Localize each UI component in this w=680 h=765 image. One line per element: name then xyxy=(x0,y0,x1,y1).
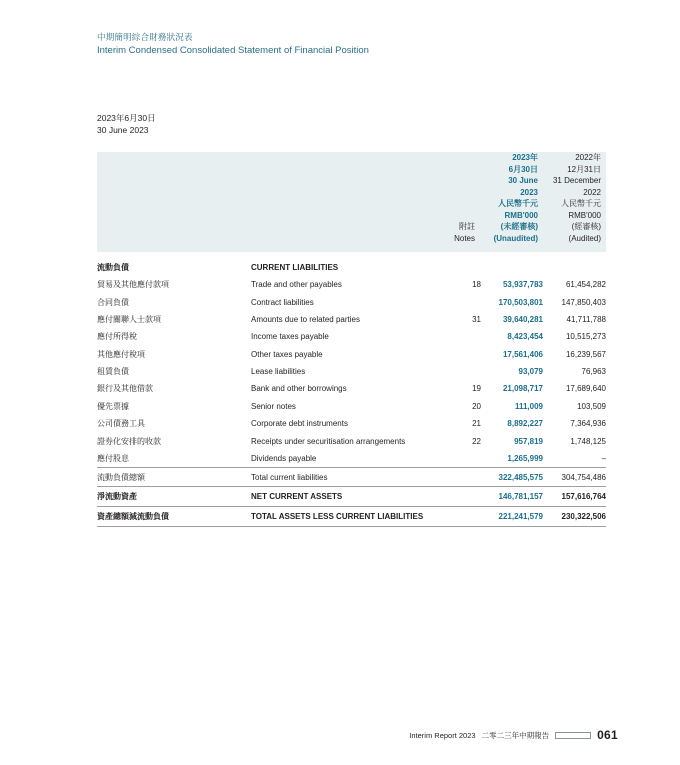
previous-col-line5: 人民幣千元 xyxy=(561,199,601,208)
previous-col-line7: (經審核) xyxy=(571,222,601,231)
previous-col-line3: 31 December xyxy=(552,176,601,185)
row-label-chinese: 合同負債 xyxy=(97,297,129,307)
statement-date-english: 30 June 2023 xyxy=(97,125,149,135)
page-title-chinese: 中期簡明綜合財務狀況表 xyxy=(97,32,193,42)
row-label-chinese: 優先票據 xyxy=(97,401,129,411)
row-value-current: 1,265,999 xyxy=(507,453,543,463)
row-label-english: Income taxes payable xyxy=(251,332,329,342)
net-current-assets-row xyxy=(97,487,606,506)
statement-date xyxy=(97,112,156,136)
previous-col-line2: 12月31日 xyxy=(567,164,601,174)
table-row xyxy=(97,311,606,328)
page-footer xyxy=(0,728,680,754)
row-value-current: 17,561,406 xyxy=(502,349,543,359)
total-assets-less-previous: 230,322,506 xyxy=(543,506,606,526)
row-value-previous: 17,689,640 xyxy=(565,384,606,394)
row-value-previous: 103,509 xyxy=(577,401,606,411)
financial-table-wrapper xyxy=(97,152,606,527)
current-col-line7: (未經審核) xyxy=(500,222,538,231)
row-note xyxy=(451,328,481,345)
row-note: 22 xyxy=(472,436,481,446)
statement-date-chinese: 2023年6月30日 xyxy=(97,113,156,123)
section-heading-current-liabilities xyxy=(97,252,606,276)
total-current-liabilities-row xyxy=(97,468,606,487)
current-col-line3: 30 June xyxy=(508,176,538,185)
row-value-current: 39,640,281 xyxy=(502,314,543,324)
header-previous-period-column xyxy=(543,152,606,252)
row-label-english: Corporate debt instruments xyxy=(251,419,348,429)
net-current-assets-english: NET CURRENT ASSETS xyxy=(251,487,451,506)
row-value-previous: 10,515,273 xyxy=(565,332,606,342)
row-label-english: Senior notes xyxy=(251,401,296,411)
current-col-line2: 6月30日 xyxy=(508,164,538,174)
total-assets-less-english: TOTAL ASSETS LESS CURRENT LIABILITIES xyxy=(251,506,451,526)
table-row xyxy=(97,398,606,415)
net-current-assets-chinese: 淨流動資產 xyxy=(97,487,251,506)
table-row xyxy=(97,346,606,363)
net-current-assets-note xyxy=(451,487,481,506)
row-label-chinese: 貿易及其他應付款項 xyxy=(97,280,169,290)
row-label-english: Amounts due to related parties xyxy=(251,314,360,324)
total-current-liabilities-current: 322,485,575 xyxy=(481,468,543,487)
header-blank-english xyxy=(251,152,451,252)
row-label-english: Dividends payable xyxy=(251,453,317,463)
page-number: 061 xyxy=(597,728,618,742)
net-current-assets-current: 146,781,157 xyxy=(481,487,543,506)
notes-header-chinese: 附註 xyxy=(459,222,475,231)
row-label-english: Lease liabilities xyxy=(251,367,306,377)
financial-position-table xyxy=(97,152,606,527)
total-current-liabilities-chinese: 流動負債總額 xyxy=(97,468,251,487)
row-value-previous: 147,850,403 xyxy=(561,297,606,307)
row-note: 31 xyxy=(472,314,481,324)
row-label-chinese: 應付關聯人士款項 xyxy=(97,314,161,324)
table-row xyxy=(97,450,606,468)
total-assets-less-note xyxy=(451,506,481,526)
previous-col-line1: 2022年 xyxy=(575,153,601,162)
row-value-previous: 76,963 xyxy=(581,367,606,377)
current-col-line4: 2023 xyxy=(520,187,538,197)
row-label-english: Receipts under securitisation arrangements xyxy=(251,436,406,446)
previous-col-line4: 2022 xyxy=(583,187,601,197)
row-note xyxy=(451,346,481,363)
row-label-chinese: 應付股息 xyxy=(97,453,129,463)
notes-header-english: Notes xyxy=(454,233,475,243)
table-header-row xyxy=(97,152,606,252)
row-label-chinese: 公司債務工具 xyxy=(97,419,145,429)
page-title-english: Interim Condensed Consolidated Statement of Financial Position xyxy=(97,45,369,56)
section-heading-current xyxy=(481,252,543,276)
current-col-line1: 2023年 xyxy=(512,153,538,162)
table-row xyxy=(97,432,606,449)
row-label-english: Bank and other borrowings xyxy=(251,384,347,394)
row-value-current: 53,937,783 xyxy=(502,280,543,290)
current-col-line8: (Unaudited) xyxy=(493,233,538,243)
previous-col-line6: RMB'000 xyxy=(568,210,601,220)
section-heading-english: CURRENT LIABILITIES xyxy=(251,263,339,272)
table-row xyxy=(97,415,606,432)
row-note: 21 xyxy=(472,419,481,429)
page-header xyxy=(97,31,597,58)
header-current-period-column xyxy=(481,152,543,252)
row-value-current: 111,009 xyxy=(514,401,543,411)
row-note: 19 xyxy=(472,384,481,394)
row-label-chinese: 證券化安排的收款 xyxy=(97,436,161,446)
row-label-english: Contract liabilities xyxy=(251,297,314,307)
row-label-english: Other taxes payable xyxy=(251,349,323,359)
table-row xyxy=(97,276,606,293)
row-value-current: 93,079 xyxy=(518,367,543,377)
row-value-previous: 7,364,936 xyxy=(570,419,606,429)
table-row xyxy=(97,293,606,310)
previous-col-line8: (Audited) xyxy=(568,233,601,243)
header-blank-chinese xyxy=(97,152,251,252)
row-value-previous: 16,239,567 xyxy=(565,349,606,359)
row-note: 20 xyxy=(472,401,481,411)
current-col-line5: 人民幣千元 xyxy=(498,199,538,208)
current-col-line6: RMB'000 xyxy=(504,210,538,220)
row-note xyxy=(451,363,481,380)
row-value-previous: 1,748,125 xyxy=(570,436,606,446)
row-value-current: 21,098,717 xyxy=(502,384,543,394)
table-row xyxy=(97,363,606,380)
header-notes-column xyxy=(451,152,481,252)
total-current-liabilities-note xyxy=(451,468,481,487)
row-label-english: Trade and other payables xyxy=(251,280,342,290)
footer-divider xyxy=(555,732,591,739)
total-assets-less-current-liabilities-row xyxy=(97,506,606,526)
row-label-chinese: 租賃負債 xyxy=(97,367,129,377)
row-label-chinese: 銀行及其他借款 xyxy=(97,384,153,394)
footer-text-english: Interim Report 2023 xyxy=(409,730,476,740)
footer-text-chinese: 二零二三年中期報告 xyxy=(481,730,550,740)
row-value-current: 957,819 xyxy=(514,436,543,446)
row-value-current: 170,503,801 xyxy=(498,297,543,307)
row-value-current: 8,892,227 xyxy=(507,419,543,429)
section-heading-previous xyxy=(543,252,606,276)
total-current-liabilities-previous: 304,754,486 xyxy=(543,468,606,487)
table-row xyxy=(97,328,606,345)
row-label-chinese: 應付所得稅 xyxy=(97,332,137,342)
row-value-previous: 61,454,282 xyxy=(565,280,606,290)
row-note: 18 xyxy=(472,280,481,290)
total-assets-less-current: 221,241,579 xyxy=(481,506,543,526)
row-value-previous: – xyxy=(601,453,606,463)
total-current-liabilities-english: Total current liabilities xyxy=(251,468,451,487)
net-current-assets-previous: 157,616,764 xyxy=(543,487,606,506)
row-note xyxy=(451,293,481,310)
total-assets-less-chinese: 資產總額減流動負債 xyxy=(97,506,251,526)
row-note xyxy=(451,450,481,468)
section-heading-chinese: 流動負債 xyxy=(97,263,129,272)
row-label-chinese: 其他應付稅項 xyxy=(97,349,145,359)
row-value-previous: 41,711,788 xyxy=(566,314,606,324)
row-value-current: 8,423,454 xyxy=(507,332,543,342)
section-heading-note xyxy=(451,252,481,276)
table-row xyxy=(97,380,606,397)
